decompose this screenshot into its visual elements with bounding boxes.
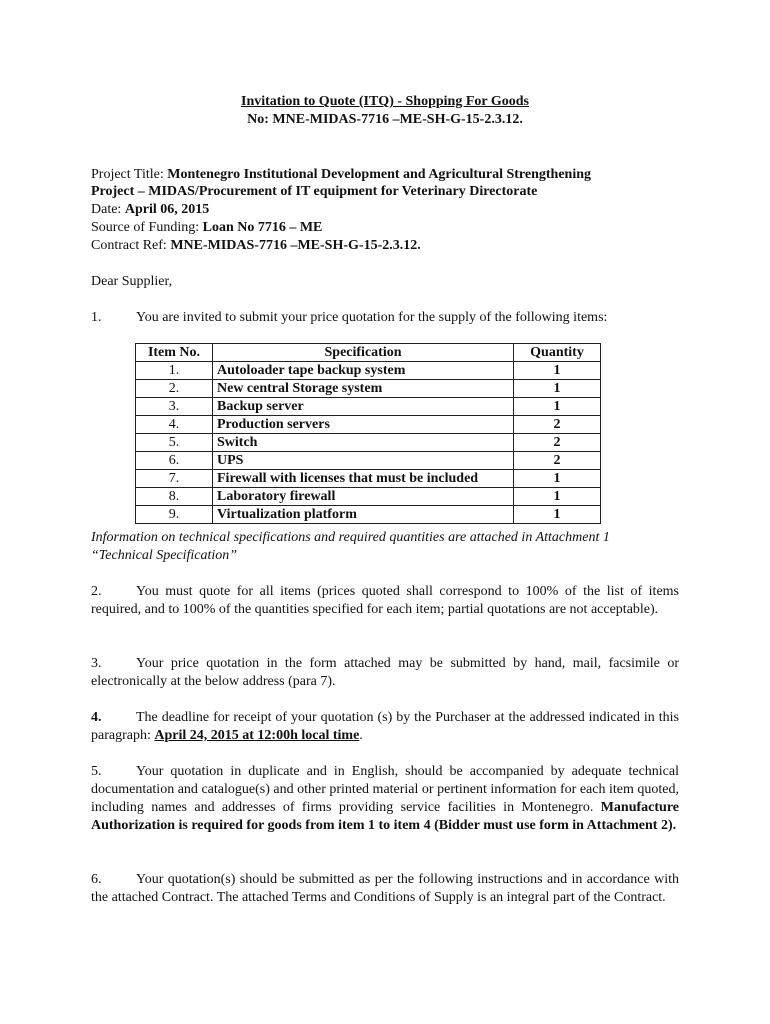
table-note-line2: “Technical Specification” [91,548,238,563]
paragraph-1-text: You are invited to submit your price quotation for the supply of the following items: [136,310,608,325]
item-qty: 2 [514,452,601,470]
paragraph-5-number: 5. [91,764,102,779]
item-spec: Backup server [213,398,514,416]
table-row [136,470,601,488]
item-no: 9. [136,506,213,524]
item-spec: Autoloader tape backup system [213,362,514,380]
table-header-row [136,344,601,362]
item-qty: 1 [514,380,601,398]
manufacture-authorization-note: Manufacture Authorization is required for goods from item 1 to item 4 (Bidder must use form in Attachment 2). [91,800,680,833]
paragraph-4-text: The deadline for receipt of your quotation (s) by the Purchaser at the addressed indicated in this paragraph: [91,710,679,743]
paragraph-3-number: 3. [91,656,102,671]
paragraph-1 [91,310,607,326]
item-qty: 1 [514,398,601,416]
table-note-line1: Information on technical specifications and required quantities are attached in Attachment 1 [91,530,610,545]
paragraph-5 [91,763,679,835]
document-title: Invitation to Quote (ITQ) - Shopping For Goods [241,94,529,109]
funding-label: Source of Funding: [91,220,200,235]
table-row [136,416,601,434]
greeting: Dear Supplier, [91,274,173,289]
item-spec: Virtualization platform [213,506,514,524]
paragraph-3 [91,655,679,691]
item-no: 8. [136,488,213,506]
item-no: 5. [136,434,213,452]
item-no: 2. [136,380,213,398]
document-number: No: MNE-MIDAS-7716 –ME-SH-G-15-2.3.12. [247,112,523,127]
items-table [135,343,601,524]
paragraph-4-number: 4. [91,710,102,725]
item-qty: 1 [514,362,601,380]
paragraph-6-number: 6. [91,872,102,887]
item-no: 1. [136,362,213,380]
paragraph-6-text: Your quotation(s) should be submitted as per the following instructions and in accordance with the attached Contract. The attached Terms and Conditions of Supply is an integral part of the Contract. [91,872,679,905]
deadline-date: April 24, 2015 at 12:00h local time [154,728,360,743]
project-title-line2: Project – MIDAS/Procurement of IT equipment for Veterinary Directorate [91,184,538,199]
item-no: 7. [136,470,213,488]
item-qty: 2 [514,416,601,434]
project-title-label: Project Title: [91,167,164,182]
item-spec: Laboratory firewall [213,488,514,506]
paragraph-5-text: Your quotation in duplicate and in English, should be accompanied by adequate technical documentation and catalogue(s) and other printed material or pertinent information for each item quoted, including names and addresses of firms providing service facilities in Montenegro. [91,764,679,815]
item-qty: 1 [514,488,601,506]
paragraph-2-text: You must quote for all items (prices quoted shall correspond to 100% of the list of items required, and to 100% of the quantities specified for each item; partial quotations are not acceptable). [91,584,679,617]
table-row [136,398,601,416]
project-title-line2-block [91,184,537,200]
funding-value: Loan No 7716 – ME [202,220,323,235]
contract-line [91,238,421,254]
item-no: 6. [136,452,213,470]
header-item-no: Item No. [136,344,213,362]
table-row [136,380,601,398]
project-title-block [91,166,679,184]
paragraph-2-number: 2. [91,584,102,599]
table-row [136,452,601,470]
table-row [136,488,601,506]
item-no: 3. [136,398,213,416]
item-qty: 1 [514,506,601,524]
table-row [136,362,601,380]
date-line [91,202,209,218]
item-qty: 1 [514,470,601,488]
paragraph-6 [91,871,679,907]
funding-line [91,220,322,236]
paragraph-1-number: 1. [91,310,102,325]
item-spec: Switch [213,434,514,452]
item-spec: UPS [213,452,514,470]
table-row [136,506,601,524]
paragraph-2 [91,583,679,619]
date-label: Date: [91,202,122,217]
paragraph-4 [91,709,679,745]
header-specification: Specification [213,344,514,362]
item-spec: Firewall with licenses that must be included [213,470,514,488]
date-value: April 06, 2015 [124,202,210,217]
project-title-line1: Montenegro Institutional Development and Agricultural Strengthening [167,167,592,182]
table-row [136,434,601,452]
item-spec: New central Storage system [213,380,514,398]
contract-label: Contract Ref: [91,238,167,253]
header-quantity: Quantity [514,344,601,362]
paragraph-3-text: Your price quotation in the form attached may be submitted by hand, mail, facsimile or electronically at the below address (para 7). [91,656,679,689]
item-no: 4. [136,416,213,434]
item-qty: 2 [514,434,601,452]
contract-value: MNE-MIDAS-7716 –ME-SH-G-15-2.3.12. [170,238,421,253]
item-spec: Production servers [213,416,514,434]
paragraph-4-end: . [359,728,363,743]
